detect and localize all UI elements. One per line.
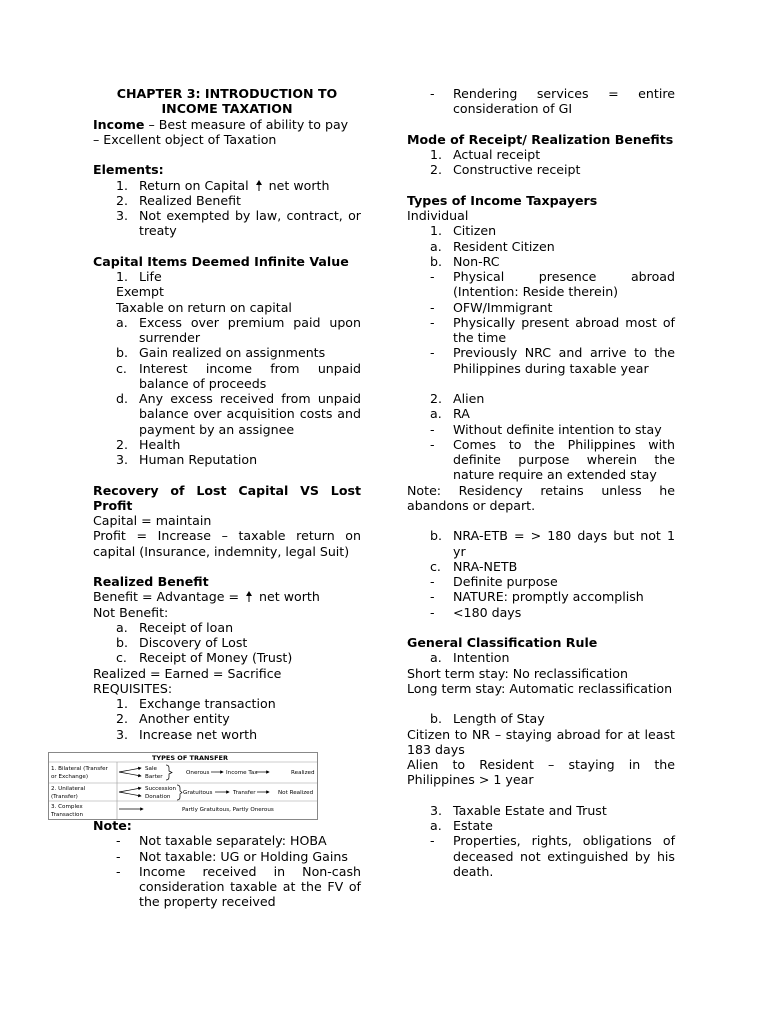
types-of-transfer-diagram: [48, 752, 318, 820]
left-column: [93, 86, 361, 742]
mode-heading: Mode of Receipt/ Realization Benefits: [407, 131, 674, 147]
list-item: a. RA: [430, 406, 470, 422]
short-term-stay: Short term stay: No reclassification: [407, 665, 628, 681]
exempt-label: Exempt: [116, 284, 164, 300]
list-item: 1. Exchange transaction: [116, 696, 276, 711]
note-section: [93, 818, 361, 910]
general-classification-heading: General Classification Rule: [407, 635, 598, 650]
transfer-label: Transfer: [233, 790, 256, 796]
list-item: 1. Return on Capital net worth: [116, 177, 330, 193]
diagram-title: TYPES OF TRANSFER: [152, 754, 228, 762]
list-item: - Previously NRC and arrive to the Philippines during taxable year: [430, 345, 675, 376]
barter-label: Barter: [145, 774, 163, 780]
list-item: 2. Constructive receipt: [430, 162, 581, 178]
row3-label-b: Transaction: [51, 812, 83, 818]
income-tax-label: Income Tax: [226, 770, 258, 776]
onerous-label: Onerous: [186, 770, 210, 776]
list-item: 2. Alien: [430, 391, 485, 406]
list-item: - Properties, rights, obligations of deceased not extinguished by his death.: [430, 833, 675, 879]
capital-items-heading: Capital Items Deemed Infinite Value: [93, 253, 349, 269]
list-item: b. Gain realized on assignments: [116, 345, 326, 361]
citizen-to-nr: Citizen to NR – staying abroad for at least 183 days: [407, 726, 675, 757]
realized-benefit-heading: Realized Benefit: [93, 574, 209, 589]
list-item: a. Excess over premium paid upon surrender: [116, 314, 361, 345]
list-item: - <180 days: [430, 604, 522, 620]
list-item: - Not taxable separately: HOBA: [116, 833, 327, 849]
gratuitous-label: Gratuitous: [183, 790, 213, 796]
list-item: c. Interest income from unpaid balance of proceeds: [116, 360, 361, 391]
list-item: - Definite purpose: [430, 574, 558, 589]
note-heading: Note:: [93, 818, 132, 833]
list-item: 2. Another entity: [116, 711, 230, 727]
list-item: - Without definite intention to stay: [430, 421, 662, 437]
list-item: a. Resident Citizen: [430, 238, 555, 254]
recovery-heading: Recovery of Lost Capital VS Lost Profit: [93, 482, 361, 513]
not-benefit-label: Not Benefit:: [93, 604, 169, 620]
list-item: 3. Not exempted by law, contract, or treaty: [116, 208, 361, 239]
chapter-title-line1: CHAPTER 3: INTRODUCTION TO: [116, 86, 338, 101]
list-item: 3. Human Reputation: [116, 452, 258, 467]
list-item: 3. Taxable Estate and Trust: [430, 802, 607, 818]
list-item: - Physically present abroad most of the time: [430, 314, 675, 345]
not-realized-label: Not Realized: [278, 790, 314, 796]
row2-label-a: 2. Unilateral: [51, 786, 86, 792]
list-item: a. Intention: [430, 650, 510, 666]
row1-label-b: or Exchange): [51, 774, 89, 780]
income-def2: – Excellent object of Taxation: [93, 131, 277, 147]
list-item: 1. Actual receipt: [430, 147, 541, 162]
list-item: b. Non-RC: [430, 253, 500, 269]
individual-label: Individual: [407, 208, 469, 223]
sale-label: Sale: [145, 766, 157, 772]
list-item: 3. Increase net worth: [116, 726, 258, 742]
list-item: a. Estate: [430, 818, 493, 833]
list-item: d. Any excess received from unpaid balance over acquisition costs and payment by an assignee: [116, 391, 361, 437]
row1-label-a: 1. Bilateral (Transfer: [51, 766, 108, 772]
profit-increase: Profit = Increase – taxable return on capital (Insurance, indemnity, legal Suit): [93, 528, 361, 559]
requisites-label: REQUISITES:: [93, 680, 173, 696]
list-item: - Comes to the Philippines with definite purpose wherein the nature require an extended stay: [430, 436, 675, 483]
row2-label-b: (Transfer): [51, 794, 78, 800]
realized-label: Realized: [291, 770, 315, 776]
row3-label-a: 3. Complex: [51, 804, 83, 810]
list-item: - Not taxable: UG or Holding Gains: [116, 848, 348, 864]
types-heading: Types of Income Taxpayers: [407, 192, 598, 208]
residency-note: Note: Residency retains unless he abandons or depart.: [407, 482, 675, 513]
capital-maintain: Capital = maintain: [93, 513, 212, 528]
list-item: - Physical presence abroad (Intention: Reside therein): [430, 269, 675, 300]
list-item: b. NRA-ETB = > 180 days but not 1 yr: [430, 528, 675, 559]
benefit-equation: Benefit = Advantage = net worth: [93, 589, 320, 605]
list-item: b. Discovery of Lost: [116, 635, 248, 650]
list-item: 2. Health: [116, 436, 181, 452]
list-item: c. Receipt of Money (Trust): [116, 650, 293, 666]
taxable-return-label: Taxable on return on capital: [116, 299, 292, 315]
list-item: - OFW/Immigrant: [430, 299, 553, 315]
partly-label: Partly Gratuitous, Partly Onerous: [182, 807, 274, 813]
income-definition: [93, 117, 361, 132]
list-item: - Income received in Non-cash consideration taxable at the FV of the property received: [116, 863, 361, 910]
list-item: 2. Realized Benefit: [116, 192, 241, 208]
list-item: 1. Life: [116, 269, 162, 284]
income-term: Income: [93, 116, 145, 132]
donation-label: Donation: [145, 794, 171, 800]
long-term-stay: Long term stay: Automatic reclassification: [407, 680, 673, 696]
list-item: 1. Citizen: [430, 223, 497, 239]
list-item: b. Length of Stay: [430, 711, 545, 727]
list-item: a. Receipt of loan: [116, 619, 234, 635]
right-column: [407, 86, 675, 879]
succession-label: Succession: [145, 786, 177, 792]
list-item: - Rendering services = entire consideration of GI: [430, 86, 675, 117]
elements-heading: Elements:: [93, 162, 164, 178]
chapter-title-line2: INCOME TAXATION: [161, 101, 293, 117]
list-item: c. NRA-NETB: [430, 558, 518, 574]
realized-equation: Realized = Earned = Sacrifice: [93, 665, 282, 681]
alien-to-resident: Alien to Resident – staying in the Philippines > 1 year: [407, 757, 675, 788]
list-item: - NATURE: promptly accomplish: [430, 589, 644, 605]
income-def1: – Best measure of ability to pay: [144, 116, 349, 132]
